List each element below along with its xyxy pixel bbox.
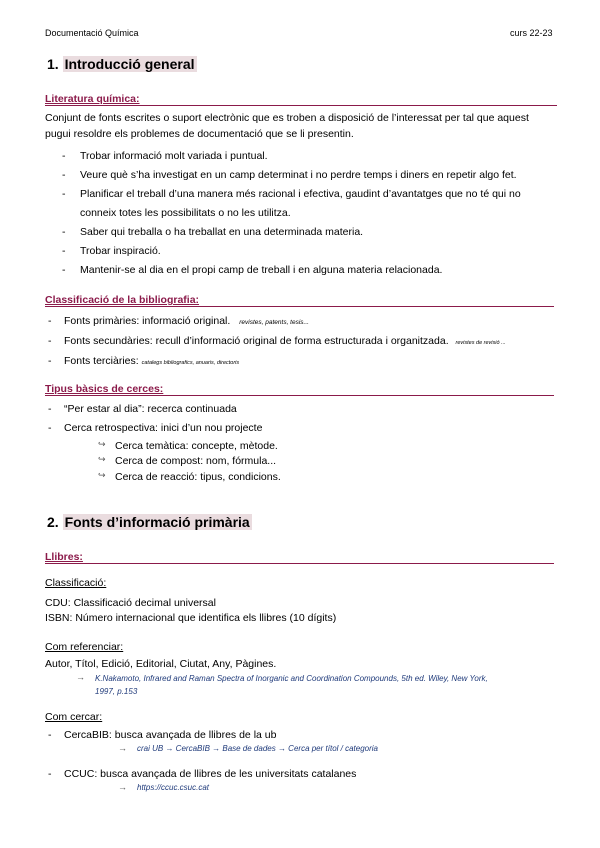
tipus-item-1: “Per estar al dia”: recerca continuada	[64, 403, 237, 415]
bullet-dash: -	[62, 188, 66, 200]
llibres-ccuc: CCUC: busca avançada de llibres de les universitats catalanes	[64, 768, 357, 780]
bullet-dash: -	[62, 150, 66, 162]
section2-number: 2.	[47, 514, 59, 530]
llibres-ref-example-line2: 1997, p.153	[95, 687, 138, 696]
classificacio-heading: Classificació de la bibliografia:	[45, 294, 200, 306]
llibres-cercabib: CercaBIB: busca avançada de llibres de la ub	[64, 729, 277, 741]
classificacio-item-2-note: revistes de revisió ...	[455, 340, 506, 346]
bullet-dash: -	[62, 264, 66, 276]
classificacio-item-3-text: Fonts terciàries:	[64, 355, 139, 367]
tipus-subitem-1: Cerca temàtica: concepte, mètode.	[115, 440, 278, 452]
bullet-dash: -	[48, 315, 52, 327]
classificacio-rule	[45, 306, 554, 307]
llibres-ccuc-url[interactable]: https://ccuc.csuc.cat	[137, 783, 210, 792]
right-arrow-icon: →	[118, 743, 127, 753]
section1-title	[47, 56, 197, 72]
classificacio-item-1-text: Fonts primàries: informació original.	[64, 315, 231, 327]
bullet-dash: -	[48, 768, 52, 780]
bullet-dash: -	[48, 422, 52, 434]
literatura-para-line1: Conjunt de fonts escrites o suport electrònic que es troben a disposició de l’interessat per tal que aquest	[45, 112, 529, 124]
classificacio-item-3	[64, 355, 239, 367]
classificacio-item-2-text: Fonts secundàries: recull d’informació original de forma estructurada i organitzada.	[64, 335, 449, 347]
bullet-dash: -	[48, 729, 52, 741]
classificacio-item-2	[64, 335, 506, 347]
bullet-dash: -	[62, 226, 66, 238]
tipus-heading: Tipus bàsics de cerces:	[45, 383, 164, 395]
tipus-rule	[45, 395, 554, 396]
literatura-bullet-1: Trobar informació molt variada i puntual.	[80, 150, 268, 162]
hook-arrow-icon: ↪	[98, 470, 106, 480]
bullet-dash: -	[48, 403, 52, 415]
hook-arrow-icon: ↪	[98, 439, 106, 449]
literatura-bullet-2: Veure què s’ha investigat en un camp determinat i no perdre temps i diners en repetir algo fet.	[80, 169, 517, 181]
llibres-ref-format: Autor, Títol, Edició, Editorial, Ciutat, Any, Pàgines.	[45, 658, 277, 670]
llibres-search-label: Com cercar:	[45, 711, 103, 723]
right-arrow-icon: →	[76, 672, 85, 682]
bullet-dash: -	[48, 335, 52, 347]
classificacio-item-1	[64, 315, 309, 327]
literatura-bullet-3: Planificar el treball d’una manera més racional i efectiva, gaudint d’avantatges que no té qui no	[80, 188, 521, 200]
llibres-rule	[45, 563, 554, 564]
llibres-heading: Llibres:	[45, 551, 83, 563]
llibres-ref-label: Com referenciar:	[45, 641, 124, 653]
tipus-subitem-3: Cerca de reacció: tipus, condicions.	[115, 471, 281, 483]
section1-number: 1.	[47, 56, 59, 72]
classificacio-item-3-note: catalegs bibliografics, anuaris, directoris	[141, 360, 240, 366]
llibres-cdu: CDU: Classificació decimal universal	[45, 597, 216, 609]
bullet-dash: -	[62, 169, 66, 181]
llibres-ref-example-line1: K.Nakamoto, Infrared and Raman Spectra of Inorganic and Coordination Compounds, 5th ed. Wiley, New York,	[95, 674, 488, 683]
literatura-bullet-4: Saber qui treballa o ha treballat en una determinada materia.	[80, 226, 364, 238]
llibres-cercabib-path[interactable]: crai UB → CercaBIB → Base de dades → Cerca per títol / categoria	[137, 744, 378, 753]
bullet-dash: -	[48, 355, 52, 367]
llibres-isbn: ISBN: Número internacional que identifica els llibres (10 dígits)	[45, 612, 337, 624]
literatura-rule	[45, 105, 557, 106]
header-left: Documentació Química	[45, 28, 139, 38]
literatura-para-line2: pugui resoldre els problemes de documentació que se li presentin.	[45, 128, 354, 140]
tipus-subitem-2: Cerca de compost: nom, fórmula...	[115, 455, 277, 467]
tipus-item-2: Cerca retrospectiva: inici d’un nou projecte	[64, 422, 263, 434]
literatura-bullet-6: Mantenir-se al dia en el propi camp de treball i en alguna materia relacionada.	[80, 264, 443, 276]
hook-arrow-icon: ↪	[98, 454, 106, 464]
section2-title-text: Fonts d’informació primària	[64, 514, 250, 530]
llibres-class-label: Classificació:	[45, 577, 107, 589]
section1-title-text: Introducció general	[64, 56, 195, 72]
right-arrow-icon: →	[118, 782, 127, 792]
bullet-dash: -	[62, 245, 66, 257]
header-right: curs 22-23	[510, 28, 553, 38]
literatura-bullet-5: Trobar inspiració.	[80, 245, 161, 257]
classificacio-item-1-note: revistes, patents, tesis...	[239, 319, 309, 326]
literatura-bullet-3-cont: conneix totes les possibilitats o no les utilitza.	[80, 207, 291, 219]
section2-title	[47, 514, 252, 530]
literatura-heading: Literatura química:	[45, 93, 140, 105]
